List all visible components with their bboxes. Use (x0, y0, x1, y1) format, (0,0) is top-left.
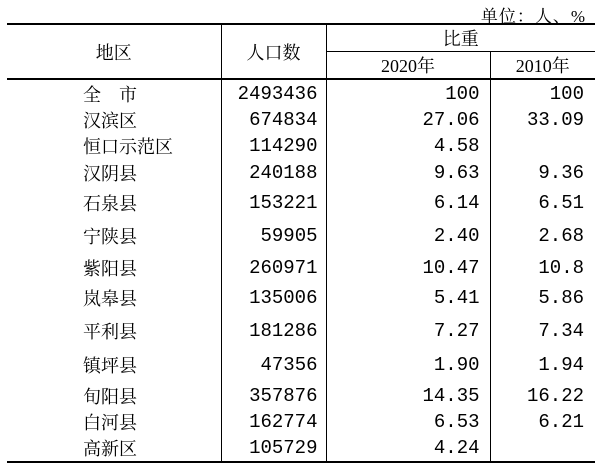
share-2010-cell: 33.09 (526, 109, 584, 131)
table-row (7, 313, 595, 348)
share-2010-cell: 7.34 (538, 319, 584, 342)
population-cell: 59905 (221, 218, 326, 253)
table-row (7, 253, 595, 283)
share-2020-cell: 2.40 (326, 218, 490, 253)
table-row (7, 348, 595, 382)
table-row (7, 435, 595, 462)
population-cell: 181286 (221, 313, 326, 348)
share-2020-cell: 9.63 (326, 159, 490, 187)
population-table (7, 23, 595, 463)
col-header-2010: 2010年 (515, 56, 570, 76)
col-header-region: 地区 (7, 24, 221, 79)
population-cell: 162774 (221, 409, 326, 435)
population-cell: 240188 (221, 159, 326, 187)
population-cell: 260971 (221, 253, 326, 283)
share-2020-cell: 4.24 (326, 435, 490, 462)
unit-label: 单位：人、% (480, 7, 586, 26)
region-cell: 白河县 (7, 409, 221, 435)
table-body (7, 79, 595, 462)
share-2010-cell: 6.51 (538, 191, 584, 214)
share-2010-cell: 1.94 (538, 354, 584, 376)
population-cell: 2493436 (221, 79, 326, 107)
share-2020-cell: 6.53 (326, 409, 490, 435)
table-row (7, 107, 595, 133)
region-cell: 旬阳县 (7, 382, 221, 409)
table-row (7, 409, 595, 435)
share-2020-cell: 4.58 (326, 133, 490, 159)
header-row-top (7, 24, 595, 52)
share-2010-cell: 16.22 (526, 384, 584, 407)
share-2020-cell: 6.14 (326, 187, 490, 218)
population-cell: 153221 (221, 187, 326, 218)
population-cell: 105729 (221, 435, 326, 462)
table-row (7, 218, 595, 253)
region-cell: 恒口示范区 (7, 133, 221, 159)
share-2010-cell: 5.86 (538, 287, 584, 309)
table-row (7, 382, 595, 409)
population-cell: 357876 (221, 382, 326, 409)
population-cell: 47356 (221, 348, 326, 382)
table-row (7, 159, 595, 187)
table-row (7, 79, 595, 107)
share-2020-cell: 7.27 (326, 313, 490, 348)
share-2010-cell: 6.21 (538, 411, 584, 433)
share-2020-cell: 14.35 (326, 382, 490, 409)
share-2010-cell: 9.36 (538, 162, 584, 184)
population-cell: 135006 (221, 283, 326, 313)
region-cell: 岚皋县 (7, 283, 221, 313)
region-cell: 全 市 (7, 79, 221, 107)
region-cell: 高新区 (7, 435, 221, 462)
population-cell: 674834 (221, 107, 326, 133)
share-2020-cell: 27.06 (326, 107, 490, 133)
share-2010-cell (490, 435, 595, 462)
region-cell: 汉滨区 (7, 107, 221, 133)
table-row (7, 187, 595, 218)
table-row (7, 283, 595, 313)
share-2020-cell: 5.41 (326, 283, 490, 313)
share-2010-cell: 2.68 (538, 224, 584, 247)
table-header (7, 24, 595, 79)
table-row (7, 133, 595, 159)
share-2020-cell: 10.47 (326, 253, 490, 283)
col-header-share: 比重 (326, 24, 595, 52)
share-2020-cell: 100 (326, 79, 490, 107)
share-2010-cell (490, 133, 595, 159)
col-header-population: 人口数 (221, 24, 326, 79)
share-2020-cell: 1.90 (326, 348, 490, 382)
region-cell: 石泉县 (7, 187, 221, 218)
region-cell: 紫阳县 (7, 253, 221, 283)
region-cell: 镇坪县 (7, 348, 221, 382)
region-cell: 平利县 (7, 313, 221, 348)
region-cell: 宁陕县 (7, 218, 221, 253)
col-header-2020: 2020年 (326, 52, 490, 80)
share-2010-cell: 100 (549, 82, 584, 105)
population-cell: 114290 (221, 133, 326, 159)
region-cell: 汉阴县 (7, 159, 221, 187)
share-2010-cell: 10.8 (538, 257, 584, 279)
